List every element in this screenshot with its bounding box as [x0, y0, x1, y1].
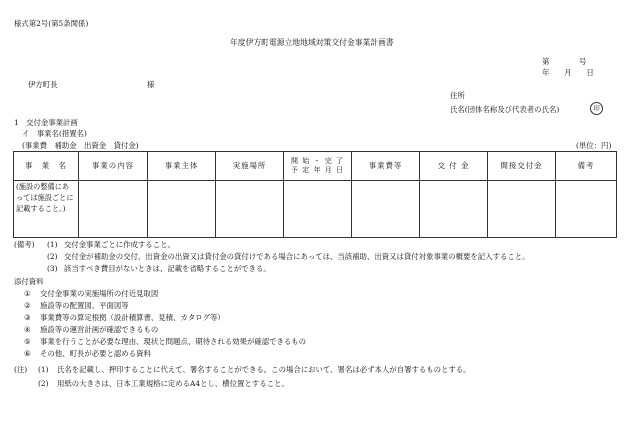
applicant-name-label: 氏名(団体名称及び代表者の氏名) — [450, 105, 560, 114]
header-project-cost: 事業費等 — [352, 152, 420, 181]
project-name-heading: イ 事業名(措置名) — [22, 129, 87, 138]
document-title: 年度伊方町電源立地地域対策交付金事業計画書 — [230, 38, 394, 47]
unit-label: (単位：円) — [576, 141, 612, 150]
header-remarks: 備考 — [556, 152, 617, 181]
project-plan-table — [13, 151, 617, 238]
note-1-text: 氏名を記載し、押印することに代えて、署名することができる。この場合において、署名は必ず本人が自署するものとする。 — [57, 365, 471, 374]
header-indirect-subsidy: 間接交付金 — [488, 152, 556, 181]
schedule-cell[interactable] — [284, 181, 352, 238]
remark-2-text: 交付金が補助金の交付、出資金の出資又は貸付金の貸付けである場合にあっては、当該補助、出資又は貸付対象事業の概要を記入すること。 — [64, 252, 530, 261]
indirect-subsidy-cell[interactable] — [488, 181, 556, 238]
remarks-cell[interactable] — [556, 181, 617, 238]
category-line: (事業費 補助金 出資金 貸付金) — [22, 141, 139, 150]
header-location: 実施場所 — [216, 152, 284, 181]
attachment-3-text: 事業費等の算定根拠（設計積算書、見積、カタログ等） — [40, 313, 225, 322]
remark-1-number: (1) — [47, 240, 58, 249]
number-field: 第 号 — [542, 57, 587, 66]
attachments-heading: 添付資料 — [14, 277, 44, 286]
attachment-4-number: ④ — [24, 325, 31, 334]
table-header-row — [14, 152, 617, 181]
seal-mark: 印 — [590, 102, 603, 115]
remark-3-text: 該当すべき費目がないときは、記載を省略することができる。 — [64, 264, 271, 273]
header-subsidy: 交 付 金 — [420, 152, 488, 181]
note-2-text: 用紙の大きさは、日本工業規格に定めるA4とし、横位置とすること。 — [57, 379, 289, 388]
remark-3-number: (3) — [47, 264, 58, 273]
attachment-4-text: 施設等の運営計画が確認できるもの — [40, 325, 159, 334]
attachment-6-text: その他、町長が必要と認める資料 — [40, 349, 151, 358]
notes-label: (注) — [14, 365, 28, 374]
note-2-number: (2) — [38, 379, 49, 388]
attachment-5-text: 事業を行うことが必要な理由、現状と問題点、期待される効果が確認できるもの — [40, 337, 307, 346]
location-cell[interactable] — [216, 181, 284, 238]
header-schedule: 開 始 ・ 完 了 予 定 年 月 日 — [284, 152, 352, 181]
remark-2-number: (2) — [47, 252, 58, 261]
section-heading: 1 交付金事業計画 — [14, 118, 78, 127]
attachment-3-number: ③ — [24, 313, 31, 322]
attachment-1-text: 交付金事業の実施場所の付近見取図 — [40, 289, 159, 298]
operator-cell[interactable] — [148, 181, 216, 238]
attachment-6-number: ⑥ — [24, 349, 31, 358]
project-content-cell[interactable] — [79, 181, 148, 238]
note-1-number: (1) — [38, 365, 49, 374]
form-number: 様式第2号(第5条関係) — [14, 19, 89, 28]
header-project-content: 事業の内容 — [79, 152, 148, 181]
remarks-label: (備考) — [14, 240, 35, 249]
header-operator: 事業主体 — [148, 152, 216, 181]
attachment-5-number: ⑤ — [24, 337, 31, 346]
date-field: 年 月 日 — [542, 68, 594, 77]
address-label: 住所 — [450, 91, 465, 100]
attachment-1-number: ① — [24, 289, 31, 298]
remark-1-text: 交付金事業ごとに作成すること。 — [64, 240, 175, 249]
addressee-name: 伊方町長 — [28, 80, 58, 89]
subsidy-cell[interactable] — [420, 181, 488, 238]
project-name-cell[interactable]: (施設の整備にあっては施設ごとに記載すること。) — [14, 181, 79, 238]
attachment-2-text: 施設等の配置図、平面図等 — [40, 301, 129, 310]
addressee-honorific: 様 — [147, 80, 155, 89]
header-project-name: 事 業 名 — [14, 152, 79, 181]
attachment-2-number: ② — [24, 301, 31, 310]
project-cost-cell[interactable] — [352, 181, 420, 238]
table-row — [14, 181, 617, 238]
